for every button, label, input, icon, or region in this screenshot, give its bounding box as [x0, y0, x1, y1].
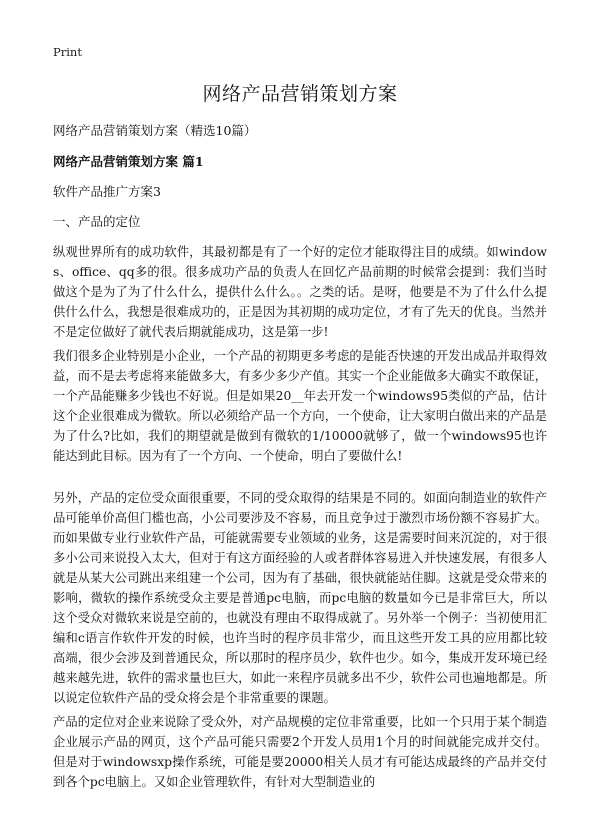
document-title: 网络产品营销策划方案 [202, 83, 398, 105]
plan-name: 软件产品推广方案3 [53, 184, 161, 199]
paragraph-3: 另外，产品的定位受众面很重要，不同的受众取得的结果是不同的。如面向制造业的软件产品可能单价高但门槛也高，小公司要涉及不容易，而且竞争过于激烈市场份额不容易扩大。而如果做专业行业软件产品，可能就需要专业领域的业务，这是需要时间来沉淀的，对于很多小公司来说投入太大，但对于有这方面经验的人或者群体容易进入并快速发展，有很多人就是从某大公司跳出来组建一个公司，因为有了基础，很快就能站住脚。这就是受众带来的影响，微软的操作系统受众主要是普通pc电脑，而pc电脑的数量如今已是非常巨大，所以这个受众对微软来说是空前的，也就没有理由不取得成就了。另外举一个例子：当初使用汇编和c语言作软件开发的时候，也许当时的程序员非常少，而且这些开发工具的应用都比较高端，很少会涉及到普通民众，所以那时的程序员少，软件也少。如今，集成开发环境已经越来越先进，软件的需求量也巨大，如此一来程序员就多出不少，软件公司也遍地都是。所以说定位软件产品的受众将会是个非常重要的课题。 [53, 491, 547, 705]
paragraph-4: 产品的定位对企业来说除了受众外，对产品规模的定位非常重要，比如一个只用于某个制造企业展示产品的网页，这个产品可能只需要2个开发人员用1个月的时间就能完成并交付。但是对于windowsxp操作系统，可能是要20000相关人员才有可能达成最终的产品并交付到各个pc电脑上。又如企业管理软件，有针对大型制造业的 [53, 715, 547, 789]
paragraph-2: 我们很多企业特别是小企业，一个产品的初期更多考虑的是能否快速的开发出成品并取得效益，而不是去考虑将来能做多大，有多少多少产值。其实一个企业能做多大确实不敢保证，一个产品能赚多少钱也不好说。但是如果20__年去开发一个windows95类似的产品，估计这个企业很难成为微软。所以必须给产品一个方向，一个使命，让大家明白做出来的产品是为了什么?比如，我们的期望就是做到有微软的1/10000就够了，做一个windows95也许能达到此目标。因为有了一个方向、一个使命，明白了要做什么! [53, 349, 547, 463]
paragraph-1: 纵观世界所有的成功软件，其最初都是有了一个好的定位才能取得注目的成绩。如windows、office、qq多的很。很多成功产品的负责人在回忆产品前期的时候常会提到：我们当时做这个是为了为了什么什么，提供什么什么。。之类的话。是呀，他要是不为了什么什么提供什么什么，我想是很难成功的，正是因为其初期的成功定位，才有了先天的优良。当然并不是定位做好了就代表后期就能成功，这是第一步! [53, 245, 547, 339]
print-label[interactable]: Print [53, 45, 82, 59]
section-heading: 网络产品营销策划方案 篇1 [53, 154, 204, 169]
document-subtitle: 网络产品营销策划方案（精选10篇） [53, 123, 257, 138]
sub-heading: 一、产品的定位 [53, 214, 141, 229]
